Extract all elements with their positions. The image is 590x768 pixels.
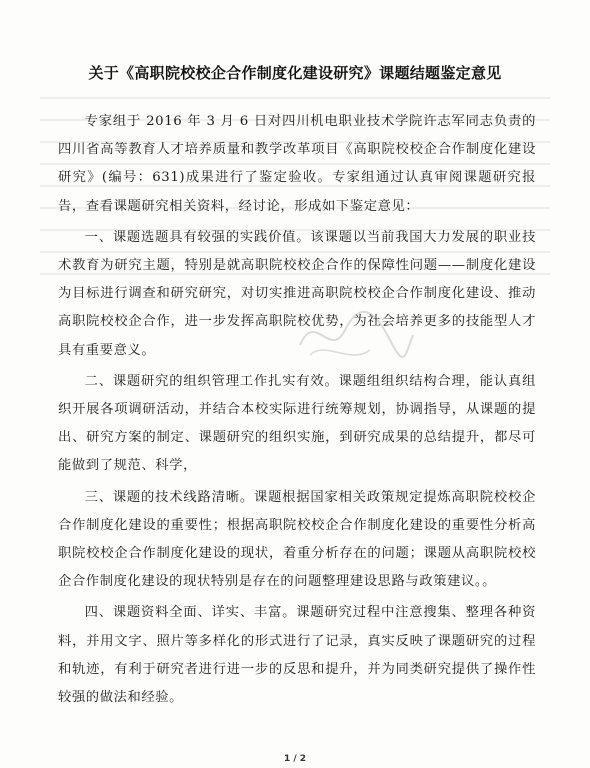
page-number: 1 / 2 [283,754,307,764]
paragraph-intro: 专家组于 2016 年 3 月 6 日对四川机电职业技术学院许志军同志负责的四川省高等教育人才培养质量和教学改革项目《高职院校校企合作制度化建设研究》(编号：631)成果进行了鉴定验收。专家组通过认真审阅课题研究报告，查看课题研究相关资料，经讨论，形成如下鉴定意见： [58,114,536,214]
paragraph-point-2: 二、课题研究的组织管理工作扎实有效。课题组组织结构合理，能认真组织开展各项调研活动，并结合本校实际进行统筹规划，协调指导，从课题的提出、研究方案的制定、课题研究的组织实施，到研究成果的总结提升，都尽可能做到了规范、科学， [58,373,536,474]
paragraph-point-4: 四、课题资料全面、详实、丰富。课题研究过程中注意搜集、整理各种资料，并用文字、照片等多样化的形式进行了记录，真实反映了课题研究的过程和轨迹，有利于研究者进行进一步的反思和提升，并为同类研究提供了操作性较强的做法和经验。 [58,605,536,706]
document-body [58,108,536,715]
document-title: 关于《高职院校校企合作制度化建设研究》课题结题鉴定意见 [88,64,502,82]
paragraph-point-3: 三、课题的技术线路清晰。课题根据国家相关政策规定提炼高职院校校企合作制度化建设的重要性；根据高职院校校企合作制度化建设的重要性分析高职院校校企合作制度化建设的现状，着重分析存在的问题；课题从高职院校校企合作制度化建设的现状特别是存在的问题整理建设思路与政策建议。。 [58,489,536,590]
paragraph-point-1: 一、课题选题具有较强的实践价值。该课题以当前我国大力发展的职业技术教育为研究主题，特别是就高职院校校企合作的保障性问题——制度化建设为目标进行调查和研究研究，对切实推进高职院校校企合作制度化建设、推动高职院校校企合作，进一步发挥高职院校优势，为社会培养更多的技能型人才具有重要意义。 [58,229,536,358]
